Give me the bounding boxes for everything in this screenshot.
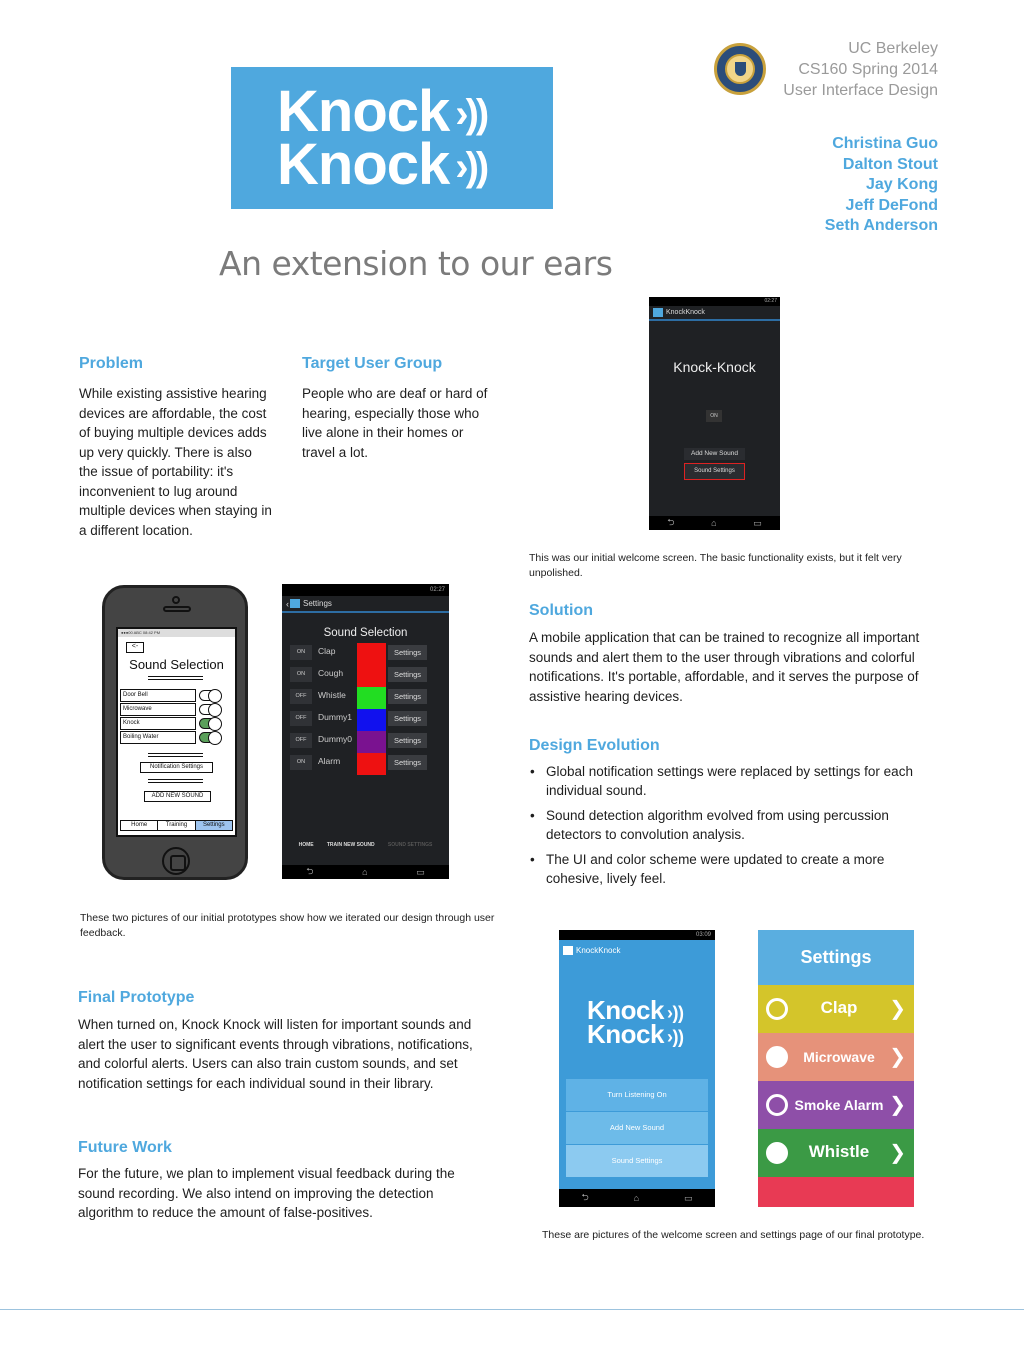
logo-text: Knock ›)) bbox=[587, 995, 684, 1025]
solution-heading: Solution bbox=[529, 602, 593, 619]
tagline: An extension to our ears bbox=[219, 244, 613, 283]
final-prototype-body: When turned on, Knock Knock will listen for important sounds and alert the user to significant events through vibrations, notifications, and colorful alerts. Users can also train custom sounds, and set notification settings for each individual sound in their library. bbox=[78, 1017, 473, 1091]
sound-name: Clap bbox=[318, 646, 336, 656]
author-name: Dalton Stout bbox=[842, 155, 938, 173]
footer-divider bbox=[0, 1309, 1024, 1310]
list-item: • Sound detection algorithm evolved from using percussion detectors to convolution analysis. bbox=[529, 806, 939, 844]
solution-body: A mobile application that can be trained to recognize all important sounds and alert them to the user through vibrations and colorful notifications. It's portable, affordable, and it serves the purpose of assistive hearing devices. bbox=[529, 630, 920, 704]
chevron-right-icon: ❯ bbox=[889, 998, 906, 1020]
list-item[interactable]: Knock bbox=[120, 717, 196, 730]
author-name: Christina Guo bbox=[832, 135, 938, 152]
back-button[interactable]: <- bbox=[126, 642, 144, 653]
sound-settings-button[interactable]: Sound Settings bbox=[566, 1145, 708, 1177]
on-off-toggle[interactable]: OFF bbox=[290, 711, 312, 726]
sound-name: Cough bbox=[318, 668, 344, 678]
on-off-toggle[interactable]: ON bbox=[290, 667, 312, 682]
color-swatch bbox=[357, 731, 386, 753]
home-icon: ⌂ bbox=[711, 518, 717, 528]
app-icon bbox=[290, 599, 300, 608]
home-icon: ⌂ bbox=[633, 1193, 640, 1203]
back-icon: ⮌ bbox=[581, 1192, 589, 1202]
tab-train-new-sound[interactable]: TRAIN NEW SOUND bbox=[326, 842, 375, 848]
sound-row bbox=[290, 665, 427, 684]
design-evolution-list bbox=[529, 762, 939, 894]
color-swatch bbox=[357, 753, 386, 775]
recents-icon: ▭ bbox=[753, 517, 762, 528]
future-work-body: For the future, we plan to implement visual feedback during the sound recording. We also intend on improving the detection algorithm to reduce the amount of false-positives. bbox=[78, 1166, 455, 1220]
android-nav-bar bbox=[282, 865, 449, 879]
knock-knock-logo: Knock ›)) Knock ›)) bbox=[231, 67, 553, 209]
sound-label: Whistle bbox=[808, 1142, 870, 1161]
home-button-icon bbox=[162, 847, 190, 875]
list-item[interactable]: Microwave bbox=[120, 703, 196, 716]
sketch-title: Sound Selection bbox=[129, 657, 224, 672]
author-name: Jeff DeFond bbox=[845, 196, 938, 214]
tab-home[interactable]: HOME bbox=[298, 842, 314, 848]
notification-settings-button[interactable]: Notification Settings bbox=[140, 762, 213, 773]
future-work-heading: Future Work bbox=[78, 1139, 172, 1156]
sound-row bbox=[290, 709, 427, 728]
sound-row[interactable] bbox=[758, 1033, 914, 1081]
problem-body: While existing assistive hearing devices are affordable, the cost of buying multiple devices adds up very quickly. There is also the issue of portability: it's inconvenient to lug around multiple devices when staying in a different location. bbox=[79, 386, 272, 538]
list-item[interactable]: Boiling Water bbox=[120, 731, 196, 744]
list-item: • The UI and color scheme were updated to create a more cohesive, lively feel. bbox=[529, 850, 939, 888]
sound-row[interactable] bbox=[758, 1081, 914, 1129]
target-body: People who are deaf or hard of hearing, especially those who live alone in their homes or travel a lot. bbox=[302, 386, 488, 460]
final-settings-screenshot bbox=[758, 930, 914, 1207]
toggle-switch[interactable] bbox=[199, 690, 221, 701]
recents-icon: ▭ bbox=[684, 1192, 693, 1203]
toggle-switch[interactable] bbox=[199, 732, 221, 743]
sound-row[interactable] bbox=[758, 985, 914, 1033]
chevron-right-icon: ❯ bbox=[889, 1142, 906, 1164]
tab-home[interactable]: Home bbox=[121, 821, 158, 830]
tab-settings[interactable]: Settings bbox=[196, 821, 232, 830]
logo-text: Knock ›)) bbox=[587, 1019, 684, 1049]
sound-settings-button[interactable]: Settings bbox=[388, 711, 427, 726]
sound-name: Alarm bbox=[318, 756, 341, 766]
initial-welcome-screenshot: 02:27 KnockKnock Knock-Knock ON Add New Sound Sound Settings ⮌ ⌂ ▭ bbox=[649, 297, 780, 530]
course-info: UC Berkeley CS160 Spring 2014 User Interface Design bbox=[783, 40, 938, 99]
recents-icon: ▭ bbox=[416, 866, 425, 877]
caption-initial-prototypes: These two pictures of our initial prototypes show how we iterated our design through user feedback. bbox=[80, 912, 495, 939]
color-swatch bbox=[357, 709, 386, 731]
on-off-toggle[interactable]: OFF bbox=[290, 689, 312, 704]
final-welcome-screenshot: 03:09 KnockKnock Knock ›)) Knock ›)) Turn Listening On Add New Sound Sound Settings ⮌ ⌂ ▭ bbox=[559, 930, 715, 1207]
settings-header bbox=[758, 930, 914, 985]
home-icon: ⌂ bbox=[362, 867, 368, 877]
author-name: Seth Anderson bbox=[824, 217, 938, 234]
sound-settings-button[interactable]: Settings bbox=[388, 645, 427, 660]
bottom-band bbox=[758, 1177, 914, 1207]
paper-prototype-sketch: ●●●00 ABC 08:42 PM <- Sound Selection Door Bell Microwave Knock Boiling Water Notification Settings ADD NEW SOUND Home Training Settings bbox=[102, 585, 248, 880]
android-nav-bar bbox=[559, 1189, 715, 1207]
on-off-toggle[interactable]: OFF bbox=[290, 733, 312, 748]
sound-label: Clap bbox=[820, 998, 858, 1017]
add-new-sound-button[interactable]: Add New Sound bbox=[684, 448, 745, 460]
on-off-toggle[interactable]: ON bbox=[290, 755, 312, 770]
back-icon: ⮌ bbox=[306, 866, 314, 876]
on-toggle[interactable]: ON bbox=[706, 410, 722, 422]
back-icon: ⮌ bbox=[667, 517, 675, 527]
caption-initial-welcome: This was our initial welcome screen. The basic functionality exists, but it felt very unpolished. bbox=[529, 552, 902, 579]
sound-name: Dummy0 bbox=[318, 734, 353, 744]
sound-row bbox=[290, 753, 427, 772]
uc-berkeley-seal-icon bbox=[714, 43, 766, 95]
tab-bar bbox=[282, 838, 449, 852]
color-swatch bbox=[357, 643, 386, 665]
welcome-title: Knock-Knock bbox=[673, 359, 756, 375]
author-name: Jay Kong bbox=[865, 176, 938, 193]
target-heading: Target User Group bbox=[302, 355, 443, 372]
list-item: • Global notification settings were replaced by settings for each individual sound. bbox=[529, 762, 939, 800]
sound-name: Dummy1 bbox=[318, 712, 353, 722]
sound-name: Whistle bbox=[318, 690, 346, 700]
chevron-right-icon: ❯ bbox=[889, 1094, 906, 1116]
sound-row[interactable] bbox=[758, 1129, 914, 1177]
color-swatch bbox=[357, 687, 386, 709]
settings-title: Settings bbox=[800, 947, 872, 967]
on-off-toggle[interactable]: ON bbox=[290, 645, 312, 660]
add-new-sound-button[interactable]: Add New Sound bbox=[566, 1112, 708, 1144]
toggle-switch[interactable] bbox=[199, 718, 221, 729]
app-icon bbox=[653, 308, 663, 317]
initial-settings-screenshot: 02:27 ‹ Settings Sound Selection ON Clap Settings ON Cough Settings OFF Whistle Settings OFF Dummy1 Settings OFF Dummy0 Settings ON Alarm Settings HOME TRAIN NEW SOUND SOUND SETTINGS ⮌ ⌂ ▭ bbox=[282, 584, 449, 879]
sound-row bbox=[290, 687, 427, 706]
turn-listening-on-button[interactable]: Turn Listening On bbox=[566, 1079, 708, 1111]
sound-settings-button[interactable]: Settings bbox=[388, 733, 427, 748]
problem-heading: Problem bbox=[79, 355, 144, 372]
sound-settings-button[interactable]: Sound Settings bbox=[684, 463, 745, 480]
sound-settings-button[interactable]: Settings bbox=[388, 689, 427, 704]
add-new-sound-button[interactable]: ADD NEW SOUND bbox=[144, 791, 211, 802]
chevron-right-icon: ❯ bbox=[889, 1046, 906, 1068]
caption-final-prototype: These are pictures of the welcome screen and settings page of our final prototype. bbox=[542, 1229, 925, 1241]
sound-settings-button[interactable]: Settings bbox=[388, 755, 427, 770]
sound-settings-button[interactable]: Settings bbox=[388, 667, 427, 682]
final-prototype-heading: Final Prototype bbox=[78, 989, 195, 1006]
color-swatch bbox=[357, 665, 386, 687]
sound-label: Microwave bbox=[803, 1049, 875, 1065]
list-item[interactable]: Door Bell bbox=[120, 689, 196, 702]
author-list bbox=[825, 134, 938, 237]
tab-bar bbox=[120, 820, 233, 831]
sound-label: Smoke Alarm bbox=[794, 1097, 884, 1113]
tab-sound-settings[interactable]: SOUND SETTINGS bbox=[387, 842, 433, 848]
toggle-switch[interactable] bbox=[199, 704, 221, 715]
design-evolution-heading: Design Evolution bbox=[529, 737, 660, 754]
android-nav-bar bbox=[649, 516, 780, 530]
app-icon bbox=[563, 946, 573, 955]
sound-row bbox=[290, 643, 427, 662]
sound-selection-title: Sound Selection bbox=[323, 627, 408, 639]
tab-training[interactable]: Training bbox=[158, 821, 195, 830]
sound-row bbox=[290, 731, 427, 750]
